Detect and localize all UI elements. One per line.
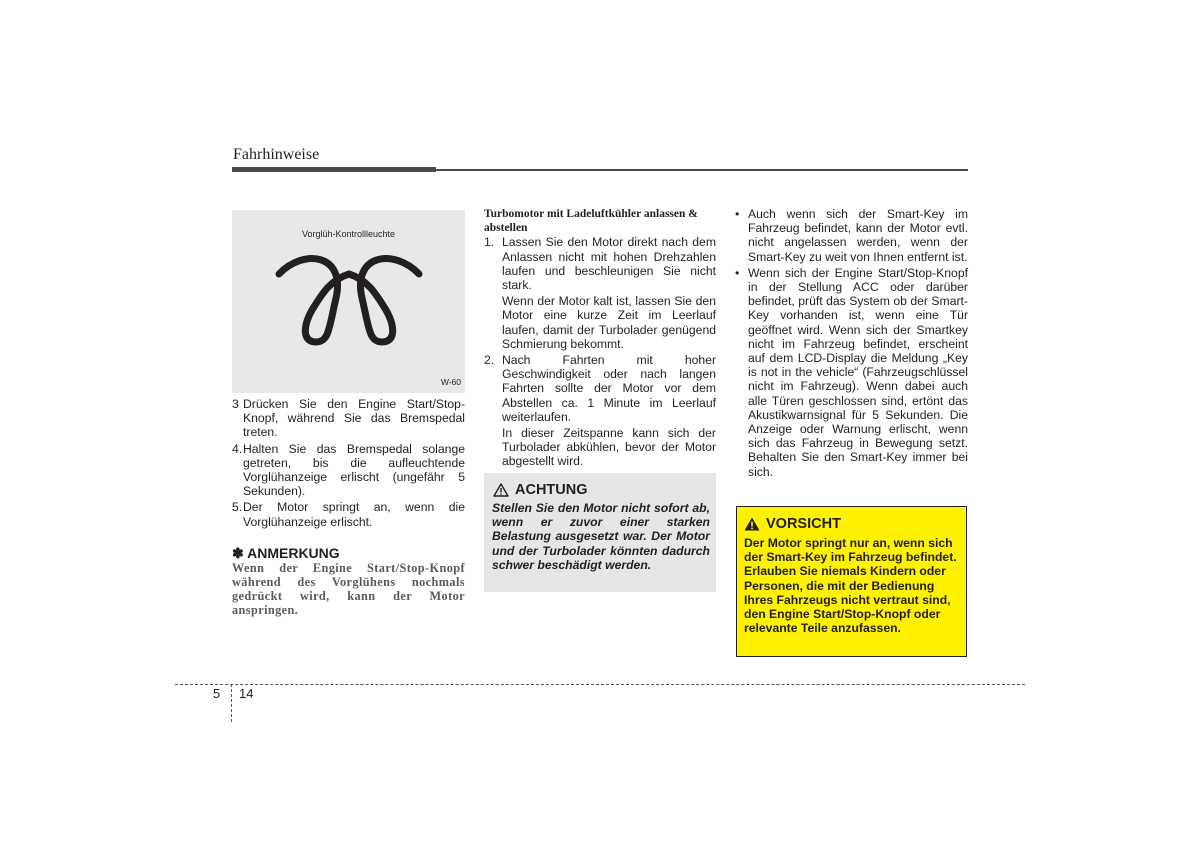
bullet-text: Wenn sich der Engine Start/Stop-Knopf in der Stellung ACC oder darüber befindet, prüft das System ob der Smart-Key vorhanden ist, wenn eine Tür geöffnet wird. Wenn sich der Smartkey nicht im Fahrzeug befindet, erscheint auf dem LCD-Display die Meldung „Key is not in the vehicle“ (Fahrzeugschlüssel nicht im Fahrzeug). Wenn dabei auch alle Türen geschlossen sind, ertönt das Akustikwarnsignal für 5 Sekunden. Die Anzeige oder Warnung erlischt, wenn sich das Fahrzeug in Bewegung setzt. Behalten Sie den Smart-Key immer bei sich. [748,265,968,479]
footer-vertical-divider [231,684,232,722]
step-text: Der Motor springt an, wenn die Vorglühanzeige erlischt. [243,500,465,529]
column-2 [484,207,716,469]
step-text: Halten Sie das Bremspedal solange getreten, bis die aufleuchtende Vorglühanzeige erlischt (ungefähr 5 Sekunden). [243,441,465,499]
section-title: Fahrhinweise [233,146,320,163]
glow-indicator-figure [232,210,465,393]
step-4 [232,442,465,499]
figure-caption: Vorglüh-Kontrollleuchte [301,229,396,239]
section-number: 5 [213,686,221,701]
step-extra: Wenn der Motor kalt ist, lassen Sie den Motor eine kurze Zeit im Leerlauf laufen, damit der Turbolader genügend Schmierung bekommt. [502,294,716,351]
header-rule-thin [436,169,968,171]
column-1 [232,397,465,618]
step-number: 1. [484,235,495,250]
warning-text: Stellen Sie den Motor nicht sofort ab, wenn er zuvor einer starken Belastung ausgesetzt war. Der Motor und der Turbolader könnten dadurch schwer beschädigt werden. [492,501,710,572]
header-rule-thick [232,167,436,172]
caution-body [744,536,960,635]
step-text: Drücken Sie den Engine Start/Stop-Knopf, während Sie das Bremspedal treten. [243,397,465,440]
caution-paragraph: Der Motor springt nur an, wenn sich der Smart-Key im Fahrzeug befindet. [744,536,957,565]
step-number: 4. [232,441,243,456]
step-number: 2. [484,353,495,368]
step-5 [232,500,465,528]
bullet-symbol: • [735,207,740,221]
figure-code: W-60 [440,377,461,387]
bullet-symbol: • [735,265,740,280]
warning-title: ACHTUNG [515,482,588,498]
glow-plug-coil-icon [274,254,424,354]
caution-title: VORSICHT [766,516,841,532]
step-3 [232,397,465,440]
bullet-item [735,266,968,479]
step-text: Lassen Sie den Motor direkt nach dem Anlassen nicht mit hohen Drehzahlen laufen und beschleunigen Sie nicht stark. [502,235,716,293]
page-number: 14 [239,686,254,701]
step-number: 5. [232,500,243,515]
bullet-item [735,207,968,264]
note-text: Wenn der Engine Start/Stop-Knopf während des Vorglühens nochmals gedrückt wird, kann der Motor anspringen. [232,560,465,618]
warning-heading [493,482,588,498]
note-symbol: ✽ [232,544,244,561]
turbo-heading: Turbomotor mit Ladeluftkühler anlassen & abstellen [484,208,698,235]
column-3 [735,207,968,479]
turbo-step-2 [484,353,716,424]
step-number: 3 [232,397,239,411]
warning-triangle-icon [744,517,760,531]
turbo-step-1 [484,235,716,292]
warning-triangle-icon [493,483,509,497]
footer-divider [175,684,1025,685]
vorsicht-caution-box [736,506,967,657]
achtung-warning-box [484,473,716,592]
note-title: ANMERKUNG [247,544,340,561]
caution-paragraph: Erlauben Sie niemals Kindern oder Personen, die mit der Bedienung Ihres Fahrzeugs nicht vertraut sind, den Engine Start/Stop-Knopf oder relevante Teile anzufassen. [744,564,951,636]
note-heading [232,545,465,561]
caution-heading [744,516,841,532]
step-extra: In dieser Zeitspanne kann sich der Turbolader abkühlen, bevor der Motor abgestellt wird. [502,426,716,469]
step-text: Nach Fahrten mit hoher Geschwindigkeit oder nach langen Fahrten sollte der Motor vor dem Abstellen ca. 1 Minute im Leerlauf weiterlaufen. [502,353,716,424]
bullet-text: Auch wenn sich der Smart-Key im Fahrzeug befindet, kann der Motor evtl. nicht angelassen werden, wenn der Smart-Key zu weit von Ihnen entfernt ist. [748,207,968,264]
